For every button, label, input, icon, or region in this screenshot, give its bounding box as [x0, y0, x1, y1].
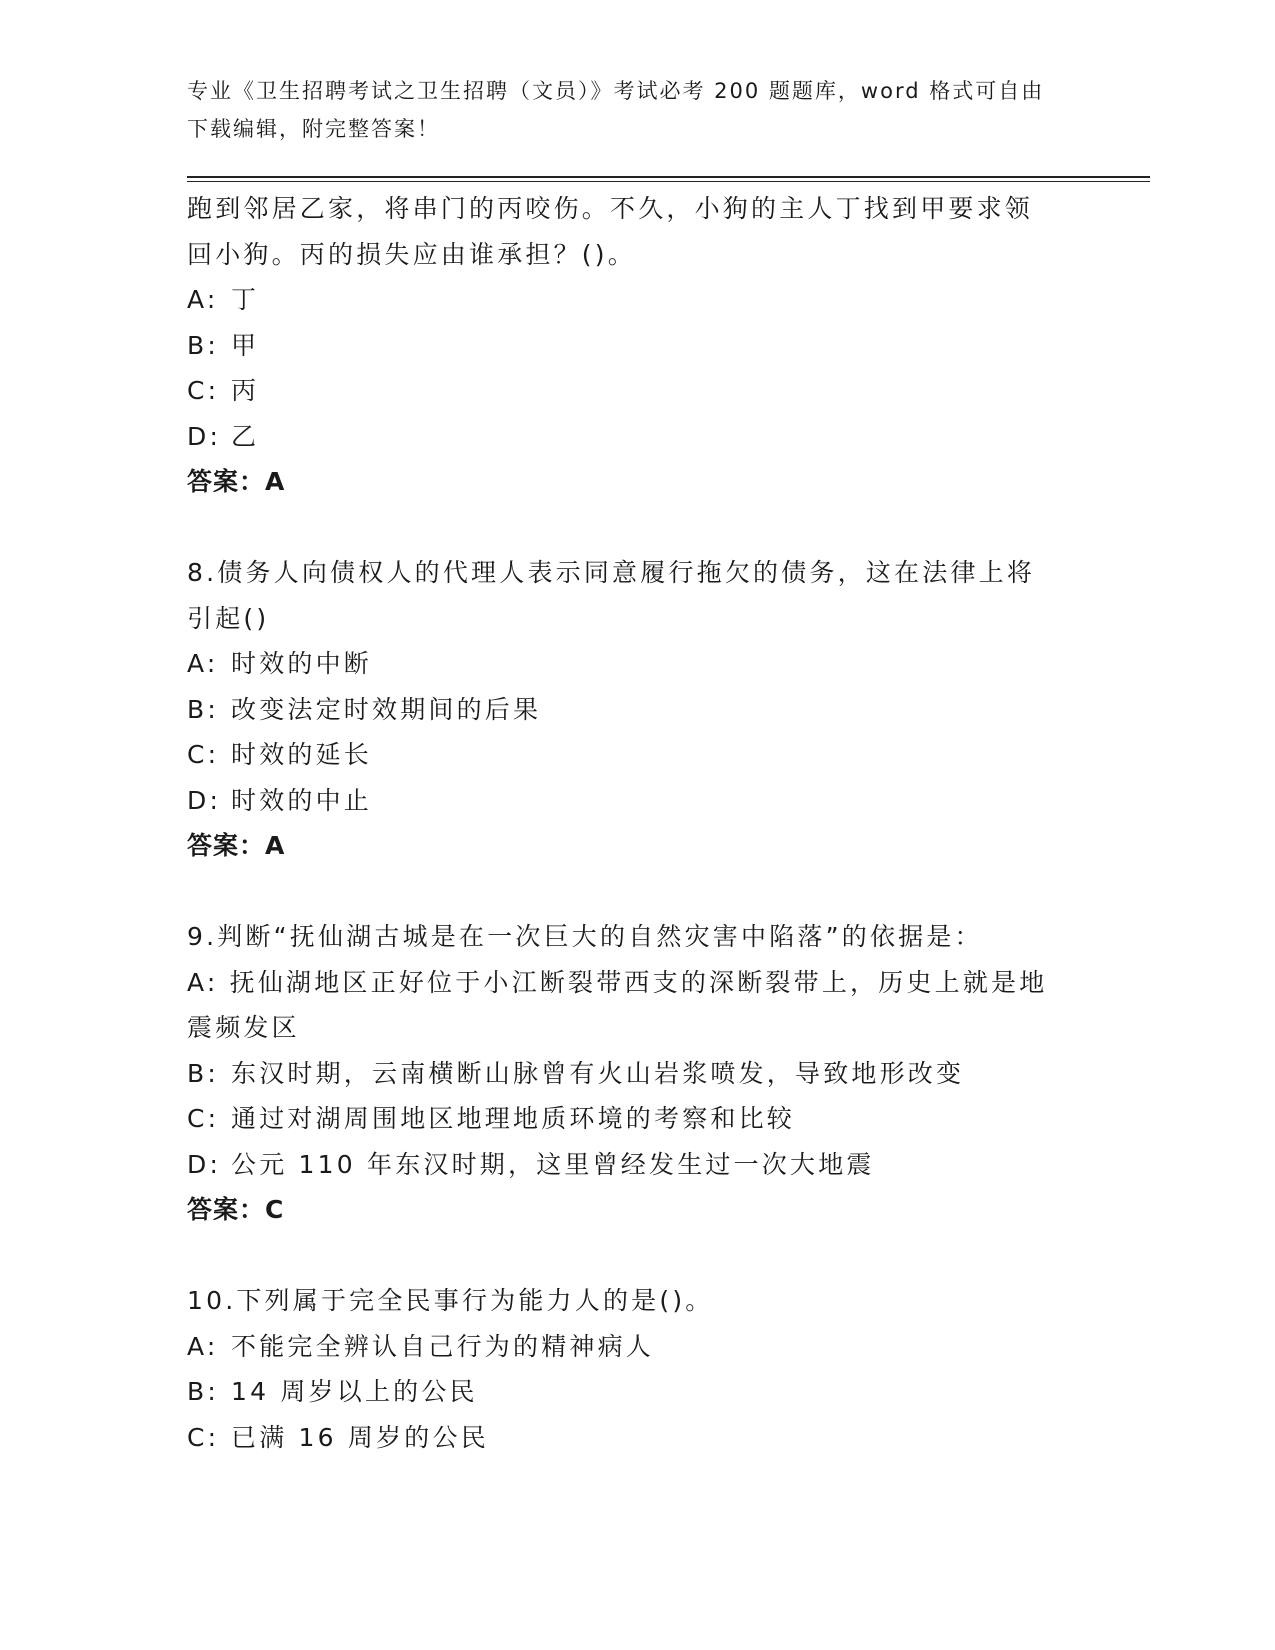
answer: 答案：C: [187, 1195, 285, 1224]
question-text: 跑到邻居乙家，将串门的丙咬伤。不久，小狗的主人丁找到甲要求领: [187, 194, 1034, 223]
option-letter: A:: [187, 1331, 219, 1361]
option-text: 甲: [231, 330, 260, 360]
option-text: 公元 110 年东汉时期，这里曾经发生过一次大地震: [231, 1149, 875, 1179]
option-text: 东汉时期，云南横断山脉曾有火山岩浆喷发，导致地形改变: [231, 1058, 965, 1088]
option-letter: D:: [187, 1149, 222, 1179]
option-c: [187, 368, 1087, 414]
option-letter: C:: [187, 1422, 220, 1452]
option-d: [187, 414, 1087, 460]
spacer: [187, 505, 1087, 551]
question-text: 8.债务人向债权人的代理人表示同意履行拖欠的债务，这在法律上将: [187, 558, 1036, 587]
question-9: [187, 914, 1087, 1233]
option-c: [187, 1096, 1087, 1142]
option-letter: A:: [187, 649, 219, 678]
option-text: 丁: [231, 285, 260, 314]
option-text: 不能完全辨认自己行为的精神病人: [231, 1331, 655, 1361]
option-a: A: 抚仙湖地区正好位于小江断裂带西支的深断裂带上，历史上就是地: [187, 967, 1048, 997]
option-text: 时效的延长: [231, 740, 373, 769]
option-letter: B:: [187, 330, 219, 360]
question-text: 9.判断“抚仙湖古城是在一次巨大的自然灾害中陷落”的依据是：: [187, 922, 983, 951]
header-rule-thick: [187, 176, 1150, 178]
question-text: 10.下列属于完全民事行为能力人的是()。: [187, 1286, 714, 1315]
option-letter: D:: [187, 785, 222, 815]
answer: 答案：A: [187, 467, 286, 496]
spacer: [187, 869, 1087, 915]
option-text: 乙: [231, 421, 260, 451]
option-letter: C:: [187, 376, 220, 405]
option-letter: C:: [187, 740, 220, 769]
option-letter: B:: [187, 1377, 219, 1406]
option-b: [187, 1051, 1087, 1097]
question-text: 引起(): [187, 603, 270, 633]
option-letter: D:: [187, 421, 222, 451]
option-text: 改变法定时效期间的后果: [231, 694, 542, 724]
option-b: [187, 687, 1087, 733]
question-list: [187, 186, 1087, 1460]
option-b: [187, 1369, 1087, 1415]
spacer: [187, 1233, 1087, 1279]
answer: 答案：A: [187, 831, 286, 860]
question-7: [187, 186, 1087, 505]
option-letter: C:: [187, 1104, 220, 1133]
question-10: [187, 1278, 1087, 1460]
option-text: 已满 16 周岁的公民: [231, 1422, 489, 1452]
option-c: [187, 732, 1087, 778]
option-a-continued: 震频发区: [187, 1013, 300, 1042]
option-letter: A:: [187, 285, 219, 314]
option-text: 丙: [231, 376, 260, 405]
question-text: 回小狗。丙的损失应由谁承担？()。: [187, 239, 636, 269]
option-text: 时效的中止: [231, 785, 373, 815]
option-d: [187, 1142, 1087, 1188]
option-letter: B:: [187, 694, 219, 724]
option-a: [187, 277, 1087, 323]
option-d: [187, 778, 1087, 824]
page-header: 专业《卫生招聘考试之卫生招聘（文员）》考试必考 200 题题库，word 格式可自由下载编辑，附完整答案！: [187, 79, 1045, 141]
option-text: 时效的中断: [231, 649, 373, 678]
option-a: [187, 1324, 1087, 1370]
option-letter: B:: [187, 1058, 219, 1088]
option-b: [187, 323, 1087, 369]
option-text: 14 周岁以上的公民: [231, 1377, 478, 1406]
option-c: [187, 1415, 1087, 1461]
option-a: [187, 641, 1087, 687]
question-8: [187, 550, 1087, 869]
header-rule-thin: [187, 181, 1150, 182]
option-text: 通过对湖周围地区地理地质环境的考察和比较: [231, 1104, 796, 1133]
